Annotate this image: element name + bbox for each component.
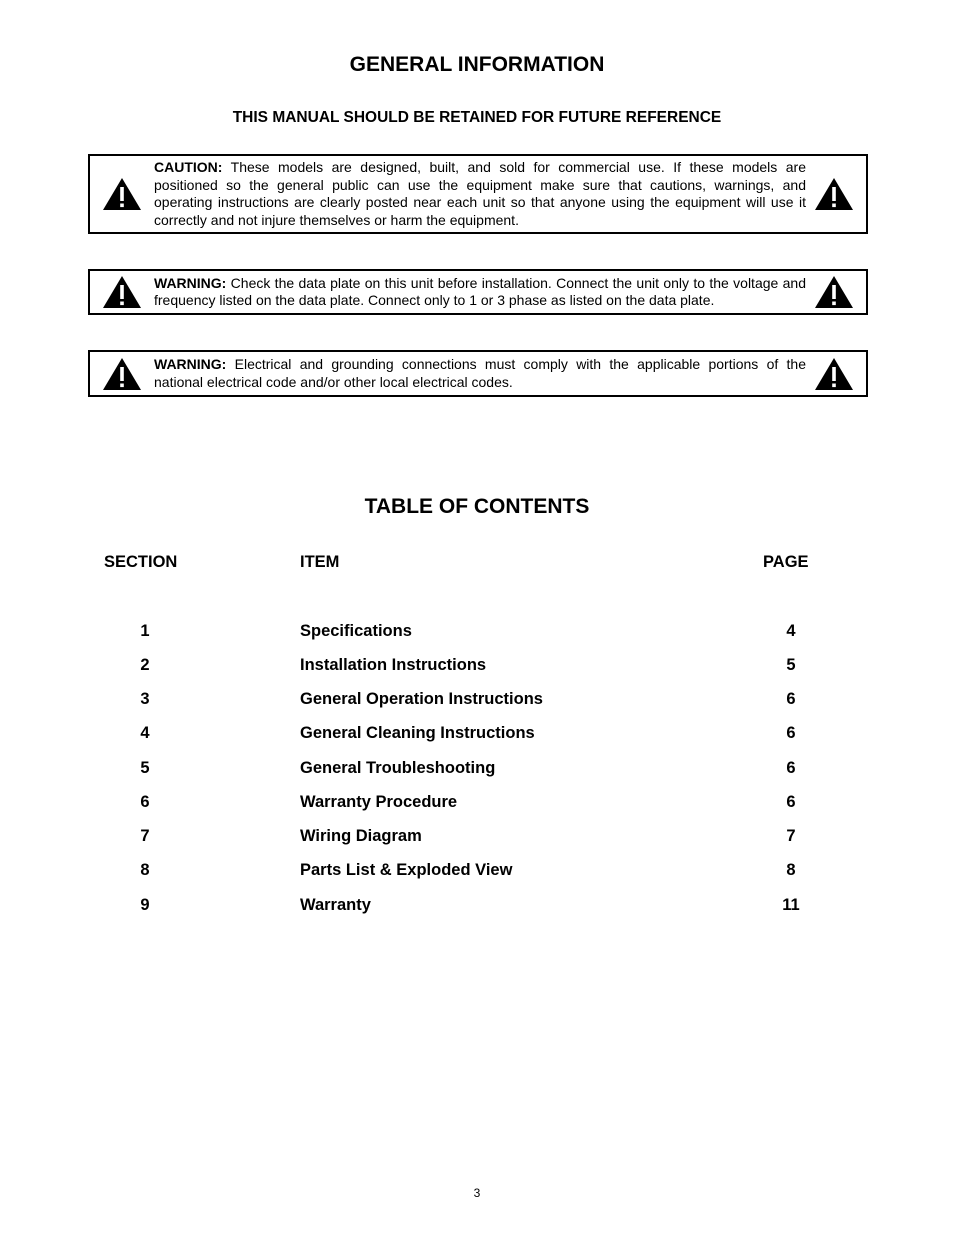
notice-text — [154, 159, 806, 229]
toc-header-item: ITEM — [300, 553, 340, 571]
caution-notice — [88, 154, 868, 234]
toc-section-number: 4 — [140, 724, 150, 742]
toc-item-title: Parts List & Exploded View — [300, 861, 513, 879]
toc-row — [0, 896, 954, 918]
toc-section-number: 2 — [140, 656, 150, 674]
warning-triangle-icon — [814, 275, 854, 309]
toc-section-number: 3 — [140, 690, 150, 708]
notice-label: WARNING: — [154, 274, 227, 291]
toc-section-number: 9 — [140, 896, 150, 914]
warning-notice-electrical — [88, 350, 868, 397]
toc-item-title: Warranty Procedure — [300, 793, 458, 811]
toc-row — [0, 724, 954, 746]
toc-page-number: 7 — [786, 827, 796, 845]
toc-page-number: 11 — [782, 896, 800, 914]
toc-page-number: 6 — [786, 724, 796, 742]
toc-title: TABLE OF CONTENTS — [364, 495, 590, 518]
warning-triangle-icon — [102, 275, 142, 309]
toc-header-page: PAGE — [763, 553, 809, 571]
toc-section-number: 6 — [140, 793, 150, 811]
toc-page-number: 8 — [786, 861, 796, 879]
page-number: 3 — [473, 1186, 481, 1200]
toc-item-title: General Cleaning Instructions — [300, 724, 535, 742]
warning-triangle-icon — [814, 357, 854, 391]
warning-notice-data-plate — [88, 269, 868, 315]
toc-section-number: 8 — [140, 861, 150, 879]
notice-body: Electrical and grounding connections must comply with the applicable portions of the national electrical code and/or other local electrical codes. — [154, 356, 806, 390]
notice-body: Check the data plate on this unit before installation. Connect the unit only to the voltage and frequency listed on the data plate. Connect only to 1 or 3 phase as listed on the data plate. — [154, 274, 806, 308]
toc-header-section: SECTION — [104, 553, 178, 571]
toc-row — [0, 622, 954, 644]
toc-row — [0, 827, 954, 849]
toc-section-number: 1 — [140, 622, 150, 640]
warning-triangle-icon — [102, 177, 142, 211]
toc-page-number: 5 — [786, 656, 796, 674]
notice-label: WARNING: — [154, 356, 227, 372]
toc-section-number: 5 — [140, 759, 150, 777]
toc-item-title: Installation Instructions — [300, 656, 487, 674]
toc-item-title: Specifications — [300, 622, 412, 640]
notice-text — [154, 275, 806, 310]
toc-item-title: Warranty — [300, 896, 371, 914]
toc-row — [0, 690, 954, 712]
page-subtitle: THIS MANUAL SHOULD BE RETAINED FOR FUTURE REFERENCE — [232, 109, 722, 126]
toc-row — [0, 861, 954, 883]
toc-row — [0, 793, 954, 815]
toc-section-number: 7 — [140, 827, 150, 845]
toc-item-title: General Operation Instructions — [300, 690, 543, 708]
toc-item-title: Wiring Diagram — [300, 827, 422, 845]
toc-row — [0, 759, 954, 781]
toc-page-number: 6 — [786, 759, 796, 777]
notice-label: CAUTION: — [154, 159, 223, 175]
toc-page-number: 6 — [786, 690, 796, 708]
warning-triangle-icon — [814, 177, 854, 211]
toc-item-title: General Troubleshooting — [300, 759, 496, 777]
toc-page-number: 6 — [786, 793, 796, 811]
toc-row — [0, 656, 954, 678]
page-title: GENERAL INFORMATION — [349, 53, 605, 76]
toc-page-number: 4 — [786, 622, 796, 640]
warning-triangle-icon — [102, 357, 142, 391]
notice-text — [154, 356, 806, 391]
notice-body: These models are designed, built, and sold for commercial use. If these models are positioned so the general public can use the equipment make sure that cautions, warnings, and operating instructions are clearly posted near each unit so that anyone using the equipment will use it correctly and not injure themselves or harm the equipment. — [154, 159, 806, 228]
